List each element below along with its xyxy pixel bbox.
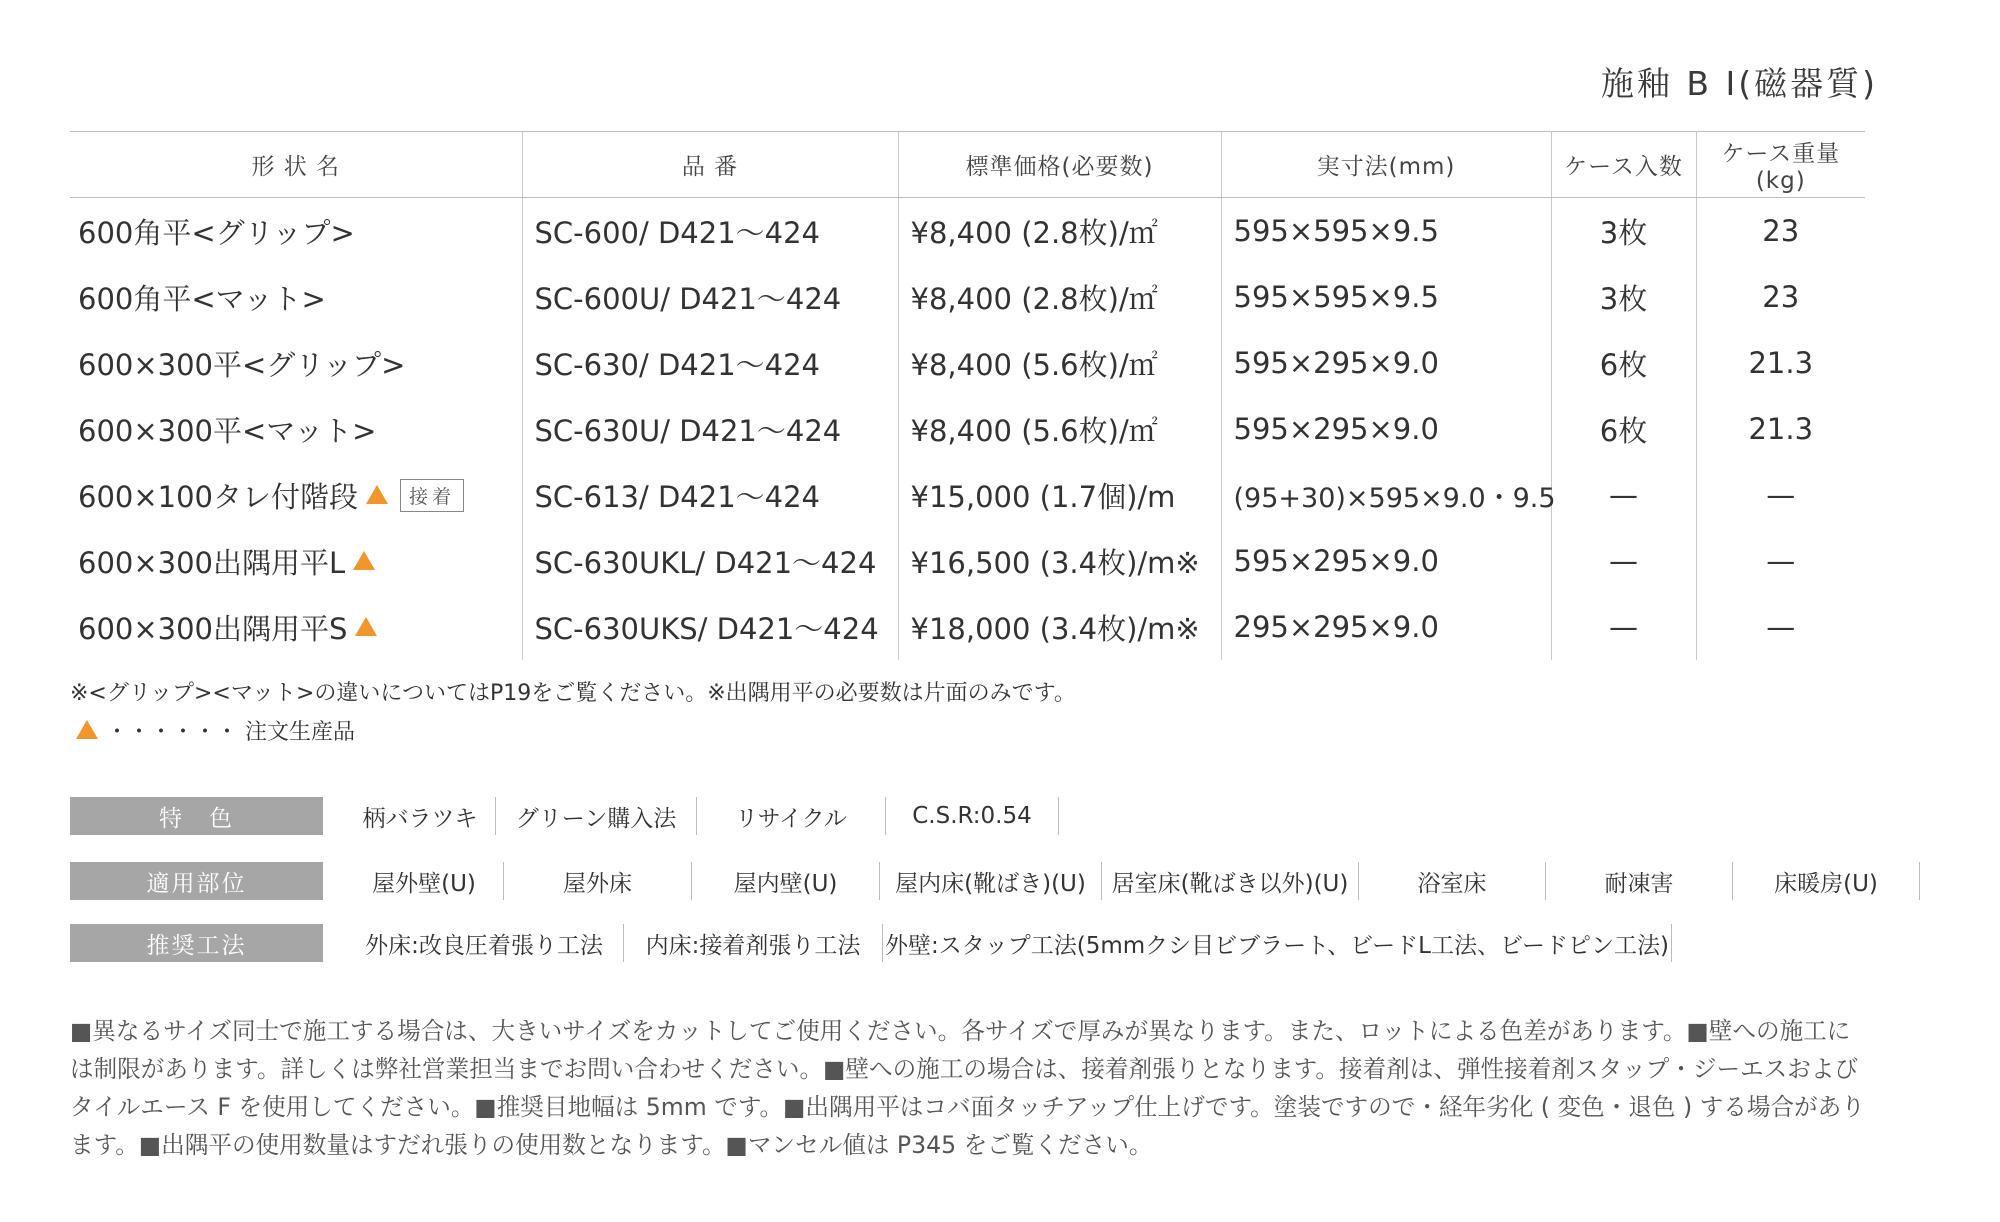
cell-size: (95+30)×595×9.0・9.5 [1221,462,1551,528]
cell-price: ¥8,400 (5.6枚)/㎡ [898,396,1221,462]
cell-price: ¥8,400 (5.6枚)/㎡ [898,330,1221,396]
cell-name-group [70,594,522,660]
made-to-order-triangle-icon [353,551,375,570]
cell-price: ¥16,500 (3.4枚)/m※ [898,528,1221,594]
footnote-grip-matte: ※<グリップ><マット>の違いについてはP19をご覧ください。※出隅用平の必要数は片面のみです。 [70,681,1076,706]
cell-name: 600角平<マット> [70,264,522,330]
table-row [70,264,1865,330]
made-to-order-triangle-icon [355,617,377,636]
cell-code: SC-630UKS/ D421〜424 [522,594,898,660]
cell-weight: — [1766,544,1796,578]
feature-item: C.S.R:0.54 [886,797,1059,835]
application-areas-row [70,862,1920,900]
cell-code: SC-613/ D421〜424 [522,462,898,528]
cell-name: 600×100タレ付階段 [78,479,359,514]
cell-weight: 21.3 [1748,346,1814,380]
table-row [70,528,1865,594]
spec-table [70,131,1865,660]
feature-item: 柄バラツキ [345,797,496,835]
area-item: 屋内床(靴ばき)(U) [880,862,1102,900]
cell-count: — [1551,528,1696,594]
cell-code: SC-630/ D421〜424 [522,330,898,396]
table-header-row [70,132,1865,198]
cell-size: 595×595×9.5 [1221,264,1551,330]
cell-name: 600×300平<マット> [70,396,522,462]
recommended-methods-list [345,924,1672,962]
method-item: 外床:改良圧着張り工法 [345,924,624,962]
cell-code: SC-600/ D421〜424 [522,198,898,265]
cell-count: — [1551,594,1696,660]
cell-code: SC-630U/ D421〜424 [522,396,898,462]
cell-price: ¥8,400 (2.8枚)/㎡ [898,198,1221,265]
area-item: 居室床(靴ばき以外)(U) [1102,862,1359,900]
feature-item: リサイクル [697,797,886,835]
cell-name: 600×300平<グリップ> [70,330,522,396]
cell-name-group [70,528,522,594]
page-title: 施釉 B I(磁器質) [1600,64,1878,103]
method-item: 内床:接着剤張り工法 [624,924,883,962]
area-item: 屋外壁(U) [345,862,504,900]
cell-size: 295×295×9.0 [1221,594,1551,660]
cell-name: 600角平<グリップ> [70,198,522,265]
area-item: 屋内壁(U) [692,862,880,900]
area-item: 浴室床 [1359,862,1546,900]
cell-count: 6枚 [1551,396,1696,462]
header-price: 標準価格(必要数) [898,132,1221,198]
cell-size: 595×295×9.0 [1221,528,1551,594]
area-item: 床暖房(U) [1733,862,1920,900]
area-item: 耐凍害 [1546,862,1733,900]
table-row [70,594,1865,660]
features-list [345,797,1059,835]
cell-weight: — [1766,610,1796,644]
cell-size: 595×595×9.5 [1221,198,1551,265]
cell-weight: 23 [1762,280,1800,314]
table-row [70,198,1865,265]
header-case-weight: ケース重量(kg) [1696,132,1865,198]
adhesive-badge: 接着 [400,479,464,512]
method-item: 外壁:スタップ工法(5mmクシ目ビブラート、ビードL工法、ビードピン工法) [883,924,1672,962]
made-to-order-triangle-icon [366,485,388,504]
cell-price: ¥15,000 (1.7個)/m [898,462,1221,528]
cell-size: 595×295×9.0 [1221,330,1551,396]
table-row [70,330,1865,396]
cell-size: 595×295×9.0 [1221,396,1551,462]
cell-weight: 23 [1762,214,1800,248]
recommended-methods-label: 推奨工法 [70,924,323,962]
made-to-order-triangle-icon [76,720,98,739]
recommended-methods-row [70,924,1672,962]
feature-item: グリーン購入法 [496,797,697,835]
features-row [70,797,1059,835]
header-product-code: 品 番 [522,132,898,198]
cell-code: SC-600U/ D421〜424 [522,264,898,330]
header-case-count: ケース入数 [1551,132,1696,198]
cell-weight: — [1766,478,1796,512]
cell-weight: 21.3 [1748,412,1814,446]
usage-notes-paragraph: ■異なるサイズ同士で施工する場合は、大きいサイズをカットしてご使用ください。各サイズで厚みが異なります。また、ロットによる色差があります。■壁への施工には制限があります。詳しくは弊社営業担当までお問い合わせください。■壁への施工の場合は、接着剤張りとなります。接着剤は、弾性接着剤スタップ・ジーエスおよびタイルエース F を使用してください。■推奨目地幅は 5mm です。■出隅用平はコバ面タッチアップ仕上げです。塗装ですので・経年劣化 ( 変色・退色 ) する場合があります。■出隅平の使用数量はすだれ張りの使用数となります。■マンセル値は P345 をご覧ください。 [70,1017,1865,1159]
area-item: 屋外床 [504,862,692,900]
cell-count: — [1551,462,1696,528]
cell-count: 6枚 [1551,330,1696,396]
legend-text: ・・・・・・ 注文生産品 [106,720,355,745]
cell-name-group [70,462,522,528]
cell-name: 600×300出隅用平L [78,545,346,580]
cell-name: 600×300出隅用平S [78,611,348,646]
cell-price: ¥18,000 (3.4枚)/m※ [898,594,1221,660]
cell-code: SC-630UKL/ D421〜424 [522,528,898,594]
cell-price: ¥8,400 (2.8枚)/㎡ [898,264,1221,330]
header-shape-name: 形 状 名 [70,132,522,198]
table-row [70,462,1865,528]
application-areas-list [345,862,1920,900]
cell-count: 3枚 [1551,264,1696,330]
application-areas-label: 適用部位 [70,862,323,900]
cell-count: 3枚 [1551,198,1696,265]
features-label: 特 色 [70,797,323,835]
table-row [70,396,1865,462]
legend-made-to-order [70,715,355,746]
header-size: 実寸法(mm) [1221,132,1551,198]
